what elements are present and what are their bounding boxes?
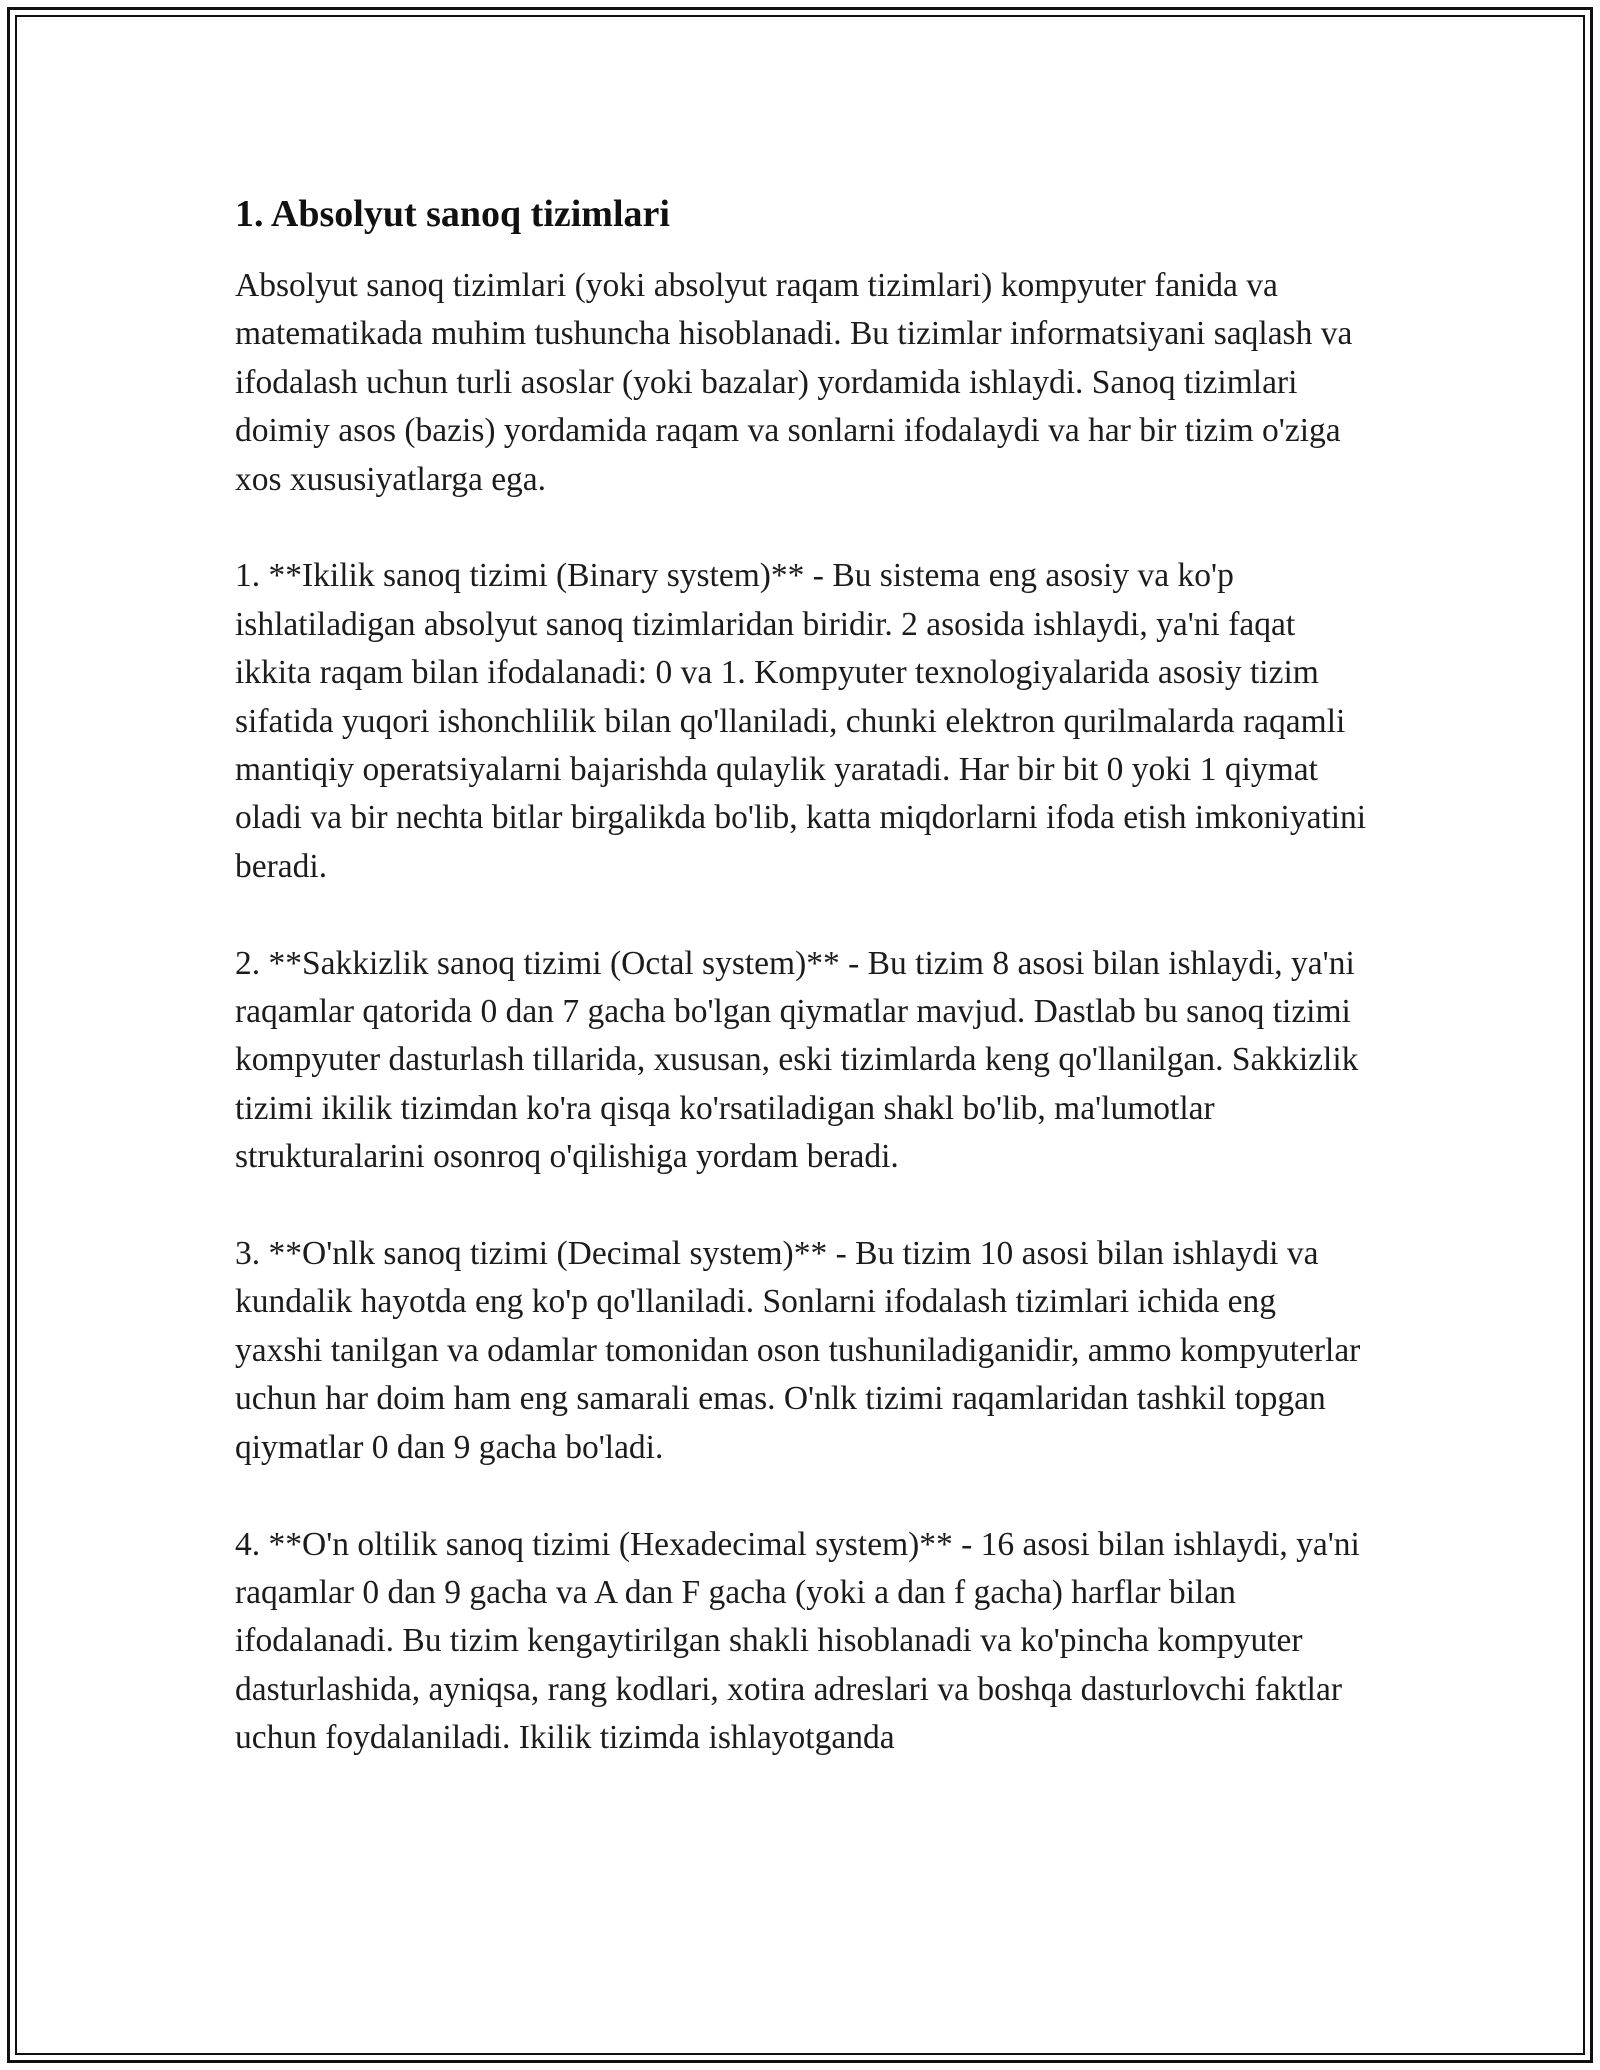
hexadecimal-system-paragraph: 4. **O'n oltilik sanoq tizimi (Hexadecimal system)** - 16 asosi bilan ishlaydi, ya'ni raqamlar 0 dan 9 gacha va A dan F gacha (yoki a dan f gacha) harflar bilan ifodalanadi. Bu tizim kengaytirilgan shakli hisoblanadi va ko'pincha kompyuter dasturlashida, ayniqsa, rang kodlari, xotira adreslari va boshqa dasturlovchi faktlar uchun foydalaniladi. Ikilik tizimda ishlayotganda [235,1525,1360,1757]
decimal-system-paragraph: 3. **O'nlk sanoq tizimi (Decimal system)** - Bu tizim 10 asosi bilan ishlaydi va kundalik hayotda eng ko'p qo'llaniladi. Sonlarni ifodalash tizimlari ichida eng yaxshi tanilgan va odamlar tomonidan oson tushuniladiganidir, ammo kompyuterlar uchun har doim ham eng samarali emas. O'nlk tizimi raqamlaridan tashkil topgan qiymatlar 0 dan 9 gacha bo'ladi. [235,1235,1361,1466]
octal-system-paragraph: 2. **Sakkizlik sanoq tizimi (Octal system)** - Bu tizim 8 asosi bilan ishlaydi, ya'ni raqamlar qatorida 0 dan 7 gacha bo'lgan qiymatlar mavjud. Dastlab bu sanoq tizimi kompyuter dasturlash tillarida, xususan, eski tizimlarda keng qo'llanilgan. Sakkizlik tizimi ikilik tizimdan ko'ra qisqa ko'rsatiladigan shakl bo'lib, ma'lumotlar strukturalarini osonroq o'qilishiga yordam beradi. [235,944,1359,1176]
section-heading: 1. Absolyut sanoq tizimlari [235,193,670,235]
document-body [235,186,1370,1811]
intro-paragraph: Absolyut sanoq tizimlari (yoki absolyut raqam tizimlari) kompyuter fanida va matematikada muhim tushuncha hisoblanadi. Bu tizimlar informatsiyani saqlash va ifodalash uchun turli asoslar (yoki bazalar) yordamida ishlaydi. Sanoq tizimlari doimiy asos (bazis) yordamida raqam va sonlarni ifodalaydi va har bir tizim o'ziga xos xususiyatlarga ega. [235,267,1353,498]
binary-system-paragraph: 1. **Ikilik sanoq tizimi (Binary system)** - Bu sistema eng asosiy va ko'p ishlatiladigan absolyut sanoq tizimlaridan biridir. 2 asosida ishlaydi, ya'ni faqat ikkita raqam bilan ifodalanadi: 0 va 1. Kompyuter texnologiyalarida asosiy tizim sifatida yuqori ishonchlilik bilan qo'llaniladi, chunki elektron qurilmalarda raqamli mantiqiy operatsiyalarni bajarishda qulaylik yaratadi. Har bir bit 0 yoki 1 qiymat oladi va bir nechta bitlar birgalikda bo'lib, katta miqdorlarni ifoda etish imkoniyatini beradi. [235,557,1367,885]
